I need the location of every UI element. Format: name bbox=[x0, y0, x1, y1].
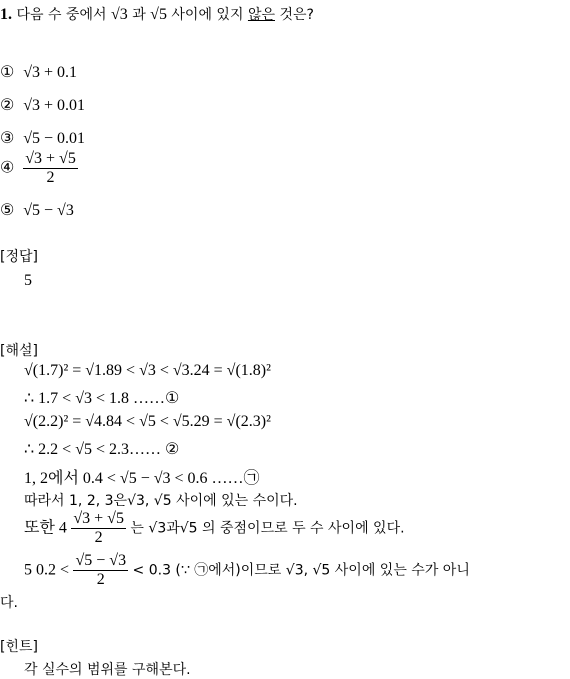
fraction-denominator: 2 bbox=[46, 169, 55, 186]
choice-expression: √5 − 0.01 bbox=[23, 130, 86, 147]
hint-label: [힌트] bbox=[0, 639, 38, 655]
question-emphasis: 않은 bbox=[247, 7, 275, 23]
choice-expression: √3 + 0.1 bbox=[23, 64, 78, 81]
explanation-text: 따라서 1, 2, 3은√3, √5 사이에 있는 수이다. bbox=[24, 493, 298, 509]
choice-fraction bbox=[23, 150, 78, 187]
explanation-line-2: ∴ 1.7 < √3 < 1.8 ……① bbox=[24, 390, 180, 407]
choice-3 bbox=[0, 128, 85, 148]
explanation-line-6 bbox=[24, 490, 298, 510]
question-mid: 과 bbox=[132, 7, 146, 23]
fraction-numerator: √3 + √5 bbox=[25, 150, 76, 167]
choice-expression: √3 + 0.01 bbox=[23, 97, 86, 114]
choice-mark: ① bbox=[0, 64, 15, 81]
explanation-text: 5 0.2 < bbox=[24, 561, 70, 579]
answer-value: 5 bbox=[24, 272, 32, 289]
explanation-text: 는 √3과√5 의 중점이므로 두 수 사이에 있다. bbox=[130, 520, 405, 537]
choice-4 bbox=[0, 150, 78, 187]
explanation-fraction bbox=[73, 552, 128, 589]
explanation-line-3: √(2.2)² = √4.84 < √5 < √5.29 = √(2.3)² bbox=[24, 413, 271, 430]
answer-label: [정답] bbox=[0, 249, 38, 265]
explanation-line-9: 다. bbox=[0, 595, 18, 611]
explanation-line-4: ∴ 2.2 < √5 < 2.3…… ② bbox=[24, 441, 180, 458]
hint-text: 각 실수의 범위를 구해본다. bbox=[24, 662, 191, 678]
explanation-line-5: 1, 2에서 0.4 < √5 − √3 < 0.6 ……㉠ bbox=[24, 470, 260, 487]
choice-2 bbox=[0, 95, 85, 115]
choice-5 bbox=[0, 200, 74, 220]
choice-mark: ⑤ bbox=[0, 202, 15, 219]
choice-mark: ④ bbox=[0, 159, 15, 177]
choice-mark: ② bbox=[0, 97, 15, 114]
question-number: 1. bbox=[0, 6, 12, 23]
explanation-text: 또한 4 bbox=[24, 519, 67, 537]
choice-mark: ③ bbox=[0, 130, 15, 147]
choice-expression: √5 − √3 bbox=[23, 202, 74, 219]
question-sqrt5: √5 bbox=[150, 6, 167, 23]
fraction-numerator: √5 − √3 bbox=[75, 552, 127, 569]
explanation-text: < 0.3 (∵ ㉠에서)이므로 √3, √5 사이에 있는 수가 아니 bbox=[132, 562, 470, 579]
question-line bbox=[0, 4, 314, 24]
explanation-line-8 bbox=[24, 552, 470, 589]
question-sqrt3: √3 bbox=[110, 6, 128, 23]
fraction-denominator: 2 bbox=[94, 529, 103, 546]
question-text-before: 다음 수 중에서 bbox=[16, 7, 107, 23]
fraction-numerator: √3 + √5 bbox=[73, 510, 124, 527]
explanation-label: [해설] bbox=[0, 343, 38, 359]
question-text-after: 사이에 있지 bbox=[171, 7, 244, 23]
fraction-denominator: 2 bbox=[96, 571, 105, 588]
explanation-fraction bbox=[71, 510, 126, 547]
choice-1 bbox=[0, 62, 77, 82]
explanation-line-7 bbox=[24, 510, 405, 547]
explanation-line-1: √(1.7)² = √1.89 < √3 < √3.24 = √(1.8)² bbox=[24, 362, 271, 379]
question-end: 것은? bbox=[279, 7, 314, 23]
